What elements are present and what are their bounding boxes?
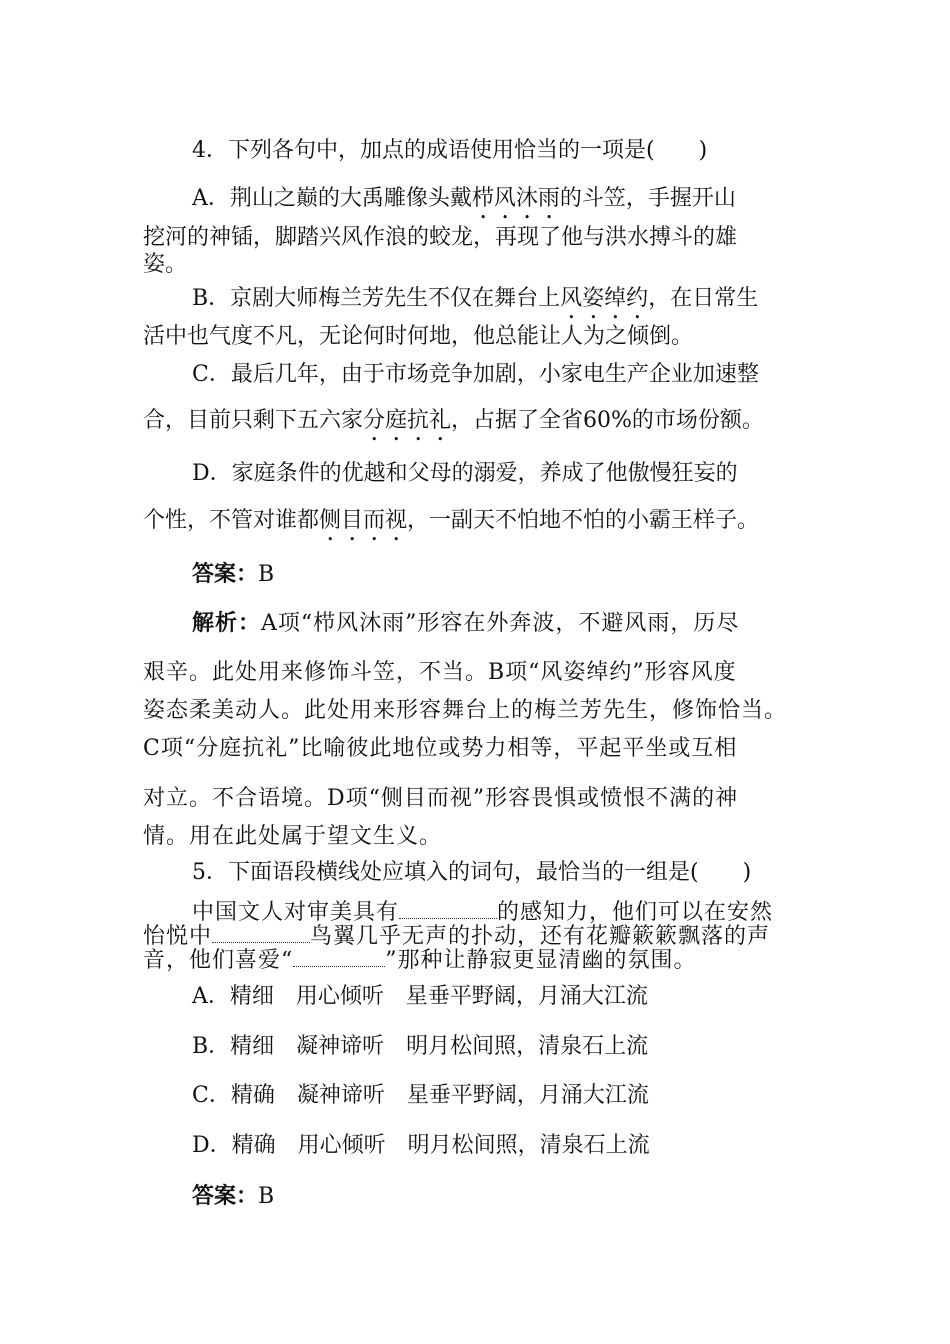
q4-analysis-line2: 艰辛。此处用来修饰斗笠，不当。B项“风姿绰约”形容风度 (143, 660, 737, 685)
fill-blank-3 (293, 946, 385, 967)
analysis-label: 解析： (192, 610, 262, 636)
q4-option-b-line2: 活中也气度不凡，无论何时何地，他总能让人为之倾倒。 (143, 324, 694, 349)
text: B．京剧大师梅兰芳先生不仅在舞台上 (192, 286, 561, 311)
q4-option-a-line2: 挖河的神锸，脚踏兴风作浪的蛟龙，再现了他与洪水搏斗的雄 (143, 225, 738, 250)
q4-option-c-line2 (143, 408, 823, 446)
answer-value: B (258, 562, 275, 587)
text: 音，他们喜爱“ (143, 948, 294, 973)
q4-analysis-line5: 对立。不合语境。D项“侧目而视”形容畏惧或愤恨不满的神 (143, 786, 739, 811)
q4-option-d: D．家庭条件的优越和父母的溺爱，养成了他傲慢狂妄的 (192, 461, 738, 486)
text: A．荆山之巅的大禹雕像头戴 (192, 186, 472, 211)
q4-answer (192, 561, 822, 588)
answer-value: B (258, 1184, 275, 1209)
q4-analysis-line4: C项“分庭抗礼”比喻彼此地位或势力相等，平起平坐或互相 (143, 736, 738, 761)
q4-option-d-line2 (143, 508, 823, 546)
q5-option-d: D．精确 用心倾听 明月松间照，清泉石上流 (192, 1133, 650, 1158)
emphasized-idiom: 栉风沐雨 (471, 186, 560, 211)
fill-blank-1 (399, 898, 497, 919)
answer-label: 答案： (192, 1183, 259, 1209)
answer-label: 答案： (192, 561, 259, 587)
emphasized-idiom: 侧目而视 (319, 508, 408, 533)
emphasized-idiom: 风姿绰约 (560, 286, 649, 311)
text: 个性，不管对谁都 (143, 508, 320, 533)
q5-option-b: B．精细 凝神谛听 明月松间照，清泉石上流 (192, 1034, 649, 1059)
q5-option-a: A．精细 用心倾听 星垂平野阔，月涌大江流 (192, 984, 648, 1009)
text: 鸟翼几乎无声的扑动，还有花瓣簌簌飘落的声 (310, 924, 771, 949)
q4-stem: 4．下列各句中，加点的成语使用恰当的一项是( ) (192, 138, 708, 163)
text: 中国文人对审美具有 (192, 900, 400, 925)
text: ”那种让静寂更显清幽的氛围。 (385, 948, 697, 973)
q4-analysis-line6: 情。用在此处属于望文生义。 (143, 824, 443, 849)
q5-option-c: C．精确 凝神谛听 星垂平野阔，月涌大江流 (192, 1083, 649, 1108)
text: ，在日常生 (648, 286, 759, 311)
q4-option-a-line3: 姿。 (143, 252, 188, 277)
q5-stem: 5．下面语段横线处应填入的词句，最恰当的一组是( ) (192, 860, 752, 885)
analysis-text: A项“栉风沐雨”形容在外奔波，不避风雨，历尽 (261, 611, 740, 636)
q4-analysis-line3: 姿态柔美动人。此处用来形容舞台上的梅兰芳先生，修饰恰当。 (143, 698, 788, 723)
text: 怡悦中 (143, 924, 213, 949)
q5-answer (192, 1183, 822, 1210)
text: ，一副天不怕地不怕的小霸王样子。 (407, 508, 760, 533)
text: 的感知力，他们可以在安然 (497, 900, 774, 925)
q4-option-a (192, 186, 822, 224)
q4-option-c: C．最后几年，由于市场竞争加剧，小家电生产企业加速整 (192, 362, 759, 387)
fill-blank-2 (212, 922, 310, 943)
q4-option-b (192, 286, 822, 324)
text: ，占据了全省60%的市场份额。 (451, 408, 764, 433)
emphasized-idiom: 分庭抗礼 (363, 408, 452, 433)
q4-analysis-line1 (192, 610, 822, 637)
text: 的斗笠，手握开山 (559, 186, 736, 211)
text: 合，目前只剩下五六家 (143, 408, 364, 433)
q5-passage-line3 (143, 946, 823, 974)
